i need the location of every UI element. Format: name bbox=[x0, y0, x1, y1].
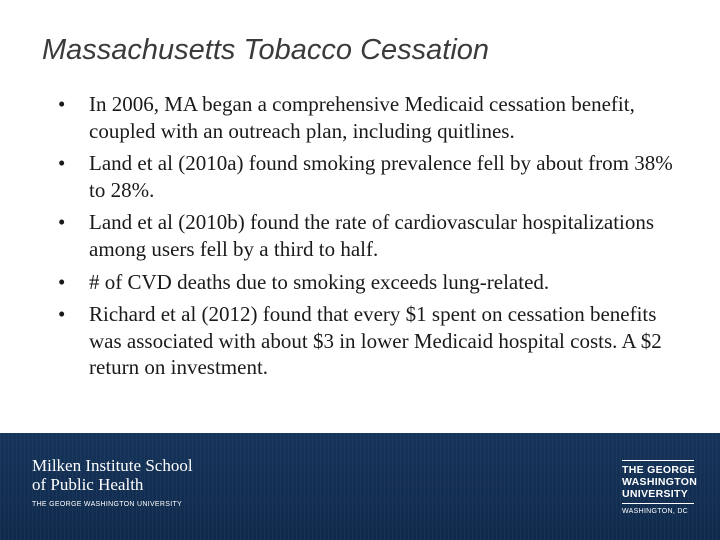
bullet-item bbox=[58, 91, 678, 144]
bullet-item bbox=[58, 269, 678, 296]
footer-banner bbox=[0, 433, 720, 540]
school-name-line-2: of Public Health bbox=[32, 475, 144, 494]
logo-top-rule bbox=[622, 460, 694, 461]
logo-city: WASHINGTON, DC bbox=[622, 508, 689, 515]
bullet-text: # of CVD deaths due to smoking exceeds lung-related. bbox=[89, 269, 550, 294]
milken-school-logo bbox=[32, 456, 193, 508]
logo-line-1: THE GEORGE bbox=[622, 464, 696, 476]
bullet-text: Land et al (2010b) found the rate of cardiovascular hospitalizations among users fell by a third to half. bbox=[89, 210, 655, 261]
school-name-line-1: Milken Institute School bbox=[32, 456, 193, 475]
bullet-marker: • bbox=[58, 269, 66, 294]
bullet-item bbox=[58, 150, 678, 203]
school-university-subline: THE GEORGE WASHINGTON UNIVERSITY bbox=[32, 501, 183, 508]
logo-bottom-rule bbox=[622, 503, 694, 504]
bullet-marker: • bbox=[58, 302, 66, 327]
logo-line-2: WASHINGTON bbox=[622, 476, 698, 488]
bullet-marker: • bbox=[58, 92, 66, 116]
bullet-text: Land et al (2010a) found smoking prevalence fell by about from 38% to 28%. bbox=[89, 151, 673, 202]
bullet-item bbox=[58, 301, 678, 381]
bullet-marker: • bbox=[58, 151, 66, 176]
logo-wordmark bbox=[622, 464, 702, 500]
gw-university-logo bbox=[622, 460, 702, 515]
logo-line-3: UNIVERSITY bbox=[622, 488, 689, 500]
bullet-text: In 2006, MA began a comprehensive Medicaid cessation benefit, coupled with an outreach plan, including quitlines. bbox=[89, 92, 635, 143]
bullet-item bbox=[58, 209, 678, 262]
slide-title: Massachusetts Tobacco Cessation bbox=[42, 34, 490, 66]
bullet-list bbox=[58, 91, 678, 387]
bullet-marker: • bbox=[58, 210, 66, 235]
bullet-text: Richard et al (2012) found that every $1 spent on cessation benefits was associated with about $3 in lower Medicaid hospital costs. A $2 return on investment. bbox=[89, 302, 662, 380]
